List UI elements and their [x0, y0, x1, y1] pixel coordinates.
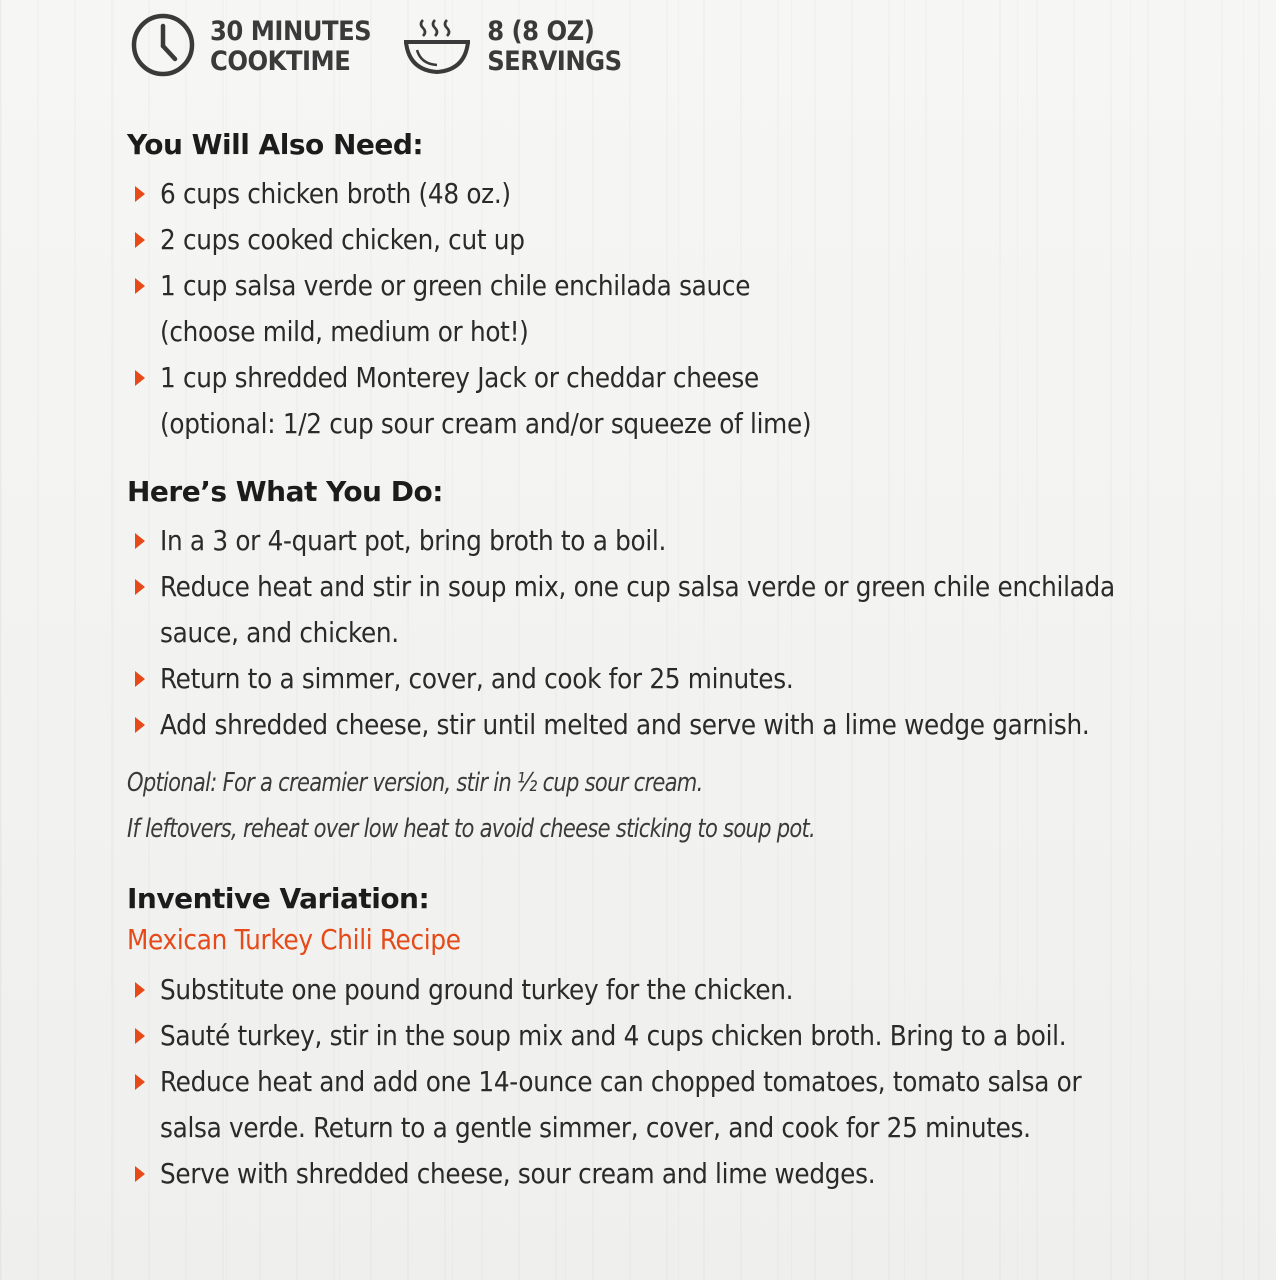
optional-note: Optional: For a creamier version, stir in ½ cup sour cream. [127, 768, 703, 798]
soup-bowl-icon [401, 12, 473, 82]
servings-info [401, 12, 621, 82]
variation-section [127, 882, 1247, 1197]
ingredients-list [127, 171, 1247, 447]
direction-step: Return to a simmer, cover, and cook for 25 minutes. [127, 656, 1247, 702]
ingredient-item: 1 cup salsa verde or green chile enchilada sauce (choose mild, medium or hot!) [127, 263, 1247, 355]
variation-step: Reduce heat and add one 14-ounce can chopped tomatoes, tomato salsa or salsa verde. Return to a gentle simmer, cover, and cook for 25 minutes. [127, 1059, 1247, 1151]
cooktime-value: 30 MINUTES [210, 16, 372, 47]
cooktime-label: COOKTIME [210, 46, 351, 77]
variation-heading: Inventive Variation: [127, 882, 430, 915]
recipe-meta [130, 12, 652, 82]
variation-step: Substitute one pound ground turkey for the chicken. [127, 967, 1247, 1013]
leftovers-note: If leftovers, reheat over low heat to avoid cheese sticking to soup pot. [127, 814, 816, 844]
servings-label: SERVINGS [487, 46, 622, 77]
direction-step: In a 3 or 4-quart pot, bring broth to a boil. [127, 518, 1247, 564]
servings-text [487, 17, 621, 77]
cooktime-info [130, 12, 371, 82]
direction-step: Reduce heat and stir in soup mix, one cup salsa verde or green chile enchilada sauce, and chicken. [127, 564, 1247, 656]
ingredients-section [127, 128, 1247, 447]
variation-step: Serve with shredded cheese, sour cream and lime wedges. [127, 1151, 1247, 1197]
ingredient-item: 6 cups chicken broth (48 oz.) [127, 171, 1247, 217]
recipe-notes [127, 760, 1247, 852]
variation-recipe-link[interactable]: Mexican Turkey Chili Recipe [127, 924, 461, 956]
cooktime-text [210, 17, 371, 77]
direction-step: Add shredded cheese, stir until melted and serve with a lime wedge garnish. [127, 702, 1247, 748]
ingredient-item: 1 cup shredded Monterey Jack or cheddar cheese (optional: 1/2 cup sour cream and/or squeeze of lime) [127, 355, 1247, 447]
directions-section [127, 475, 1247, 852]
ingredient-item: 2 cups cooked chicken, cut up [127, 217, 1247, 263]
variation-step: Sauté turkey, stir in the soup mix and 4 cups chicken broth. Bring to a boil. [127, 1013, 1247, 1059]
servings-value: 8 (8 OZ) [487, 16, 595, 47]
directions-heading: Here’s What You Do: [127, 475, 443, 508]
variation-list [127, 967, 1247, 1197]
recipe-content [127, 128, 1247, 1217]
ingredients-heading: You Will Also Need: [127, 128, 424, 161]
clock-icon [130, 12, 196, 82]
directions-list [127, 518, 1247, 748]
